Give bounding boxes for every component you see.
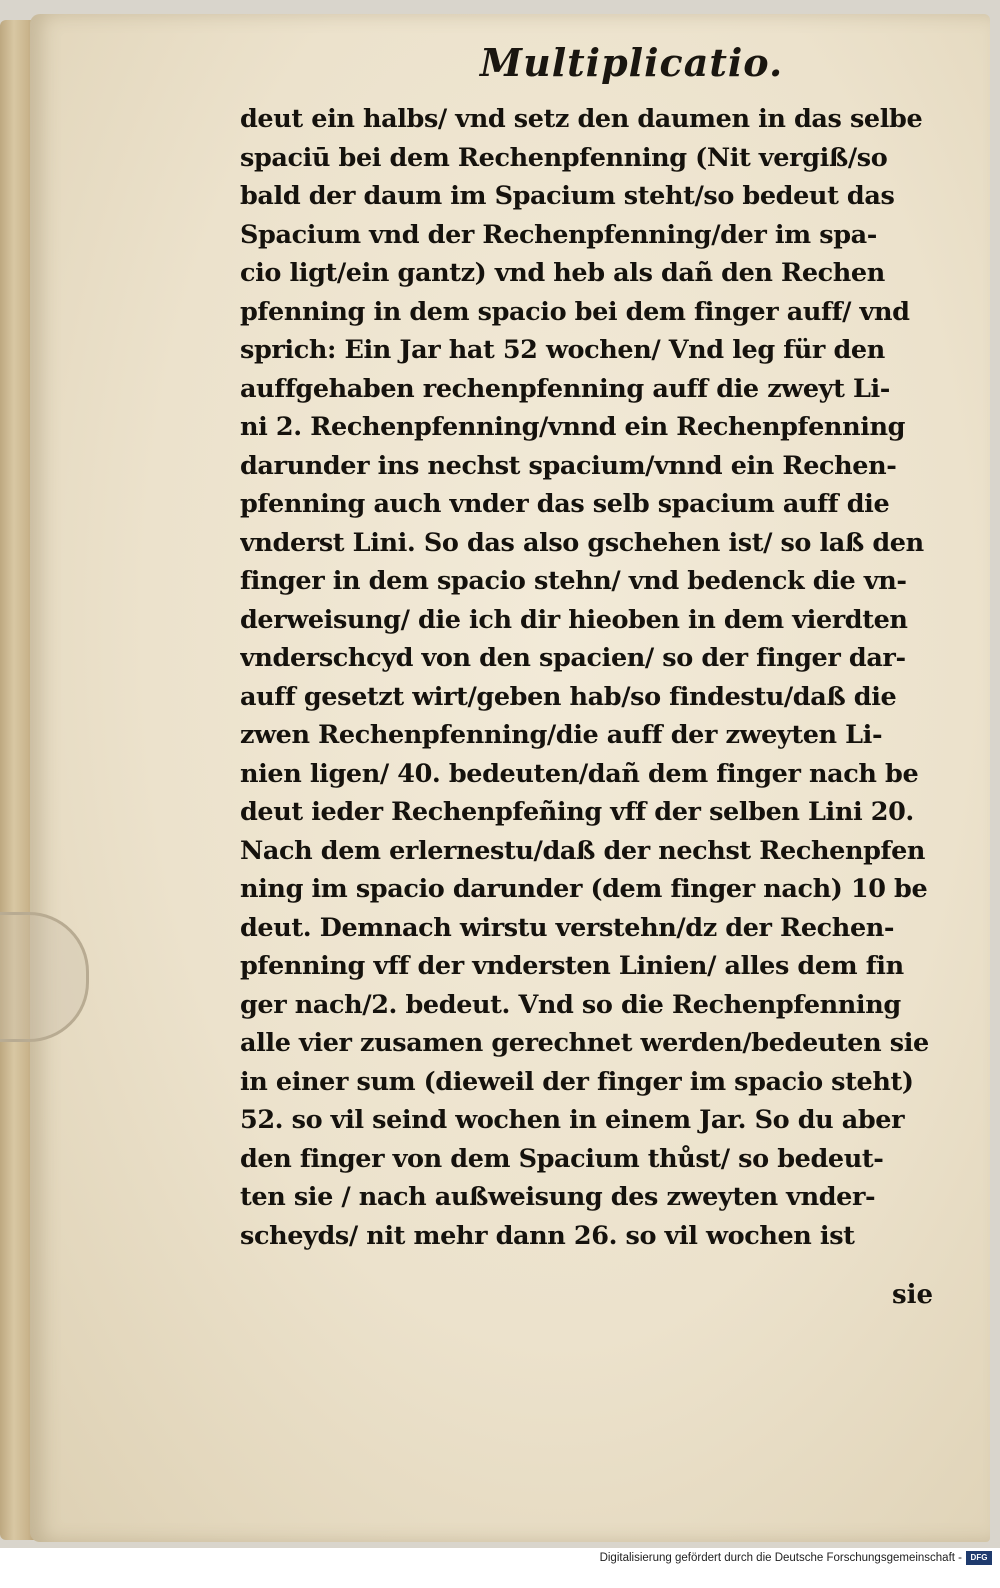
text-line: ning im spacio darunder (dem finger nach) 10 be [240, 874, 928, 904]
text-line: derweisung/ die ich dir hieoben in dem vierdten [240, 604, 908, 635]
dfg-logo[interactable]: DFG [966, 1551, 992, 1565]
text-line: zwen Rechenpfenning/die auff der zweyten Li- [240, 720, 883, 750]
text-line: in einer sum (dieweil der finger im spacio steht) [240, 1066, 914, 1097]
text-line: auffgehaben rechenpfenning auff die zweyt Li- [240, 373, 890, 404]
text-line: deut ieder Rechenpfeñing vff der selben Lini 20. [240, 797, 914, 827]
text-line: deut ein halbs/ vnd setz den daumen in das selbe [240, 104, 923, 134]
text-line: ger nach/2. bedeut. Vnd so die Rechenpfenning [240, 989, 901, 1020]
text-line: pfenning auch vnder das selb spacium auff die [240, 489, 890, 519]
text-line: finger in dem spacio stehn/ vnd bedenck die vn- [240, 566, 907, 596]
text-line: 52. so vil seind wochen in einem Jar. So du aber [240, 1105, 905, 1135]
text-line: pfenning in dem spacio bei dem finger auff/ vnd [240, 296, 910, 327]
text-line: darunder ins nechst spacium/vnnd ein Rechen- [240, 450, 897, 481]
text-line: alle vier zusamen gerechnet werden/bedeuten sie [240, 1028, 929, 1058]
text-line: scheyds/ nit mehr dann 26. so vil wochen ist [240, 1220, 855, 1251]
text-line: vnderst Lini. So das also gschehen ist/ so laß den [240, 527, 924, 558]
text-line: Spacium vnd der Rechenpfenning/der im spa- [240, 219, 877, 250]
text-line: sprich: Ein Jar hat 52 wochen/ Vnd leg für den [240, 335, 885, 365]
text-line: pfenning vff der vndersten Linien/ alles dem fin [240, 951, 904, 981]
text-line: vnderschcyd von den spacien/ so der finger dar- [240, 643, 906, 673]
text-line: deut. Demnach wirstu verstehn/dz der Rechen- [240, 912, 895, 943]
text-line: Nach dem erlernestu/daß der nechst Rechenpfen [240, 835, 926, 866]
text-line: spaciū bei dem Rechenpfenning (Nit vergiß/so [240, 142, 888, 173]
page-header: Multiplicatio. [480, 40, 784, 85]
digitization-credit: Digitalisierung gefördert durch die Deutsche Forschungsgemeinschaft - [599, 1552, 962, 1564]
text-line: cio ligt/ein gantz) vnd heb als dañ den Rechen [240, 258, 885, 288]
text-line: auff gesetzt wirt/geben hab/so findestu/daß die [240, 681, 897, 712]
text-line: den finger von dem Spacium thůst/ so bedeut- [240, 1143, 884, 1174]
text-line: ni 2. Rechenpfenning/vnnd ein Rechenpfenning [240, 412, 906, 442]
text-line: nien ligen/ 40. bedeuten/dañ dem finger nach be [240, 758, 919, 789]
catchword: sie [892, 1280, 934, 1310]
text-line: bald der daum im Spacium steht/so bedeut das [240, 181, 895, 211]
text-line: ten sie / nach außweisung des zweyten vnder- [240, 1182, 876, 1212]
text-block [240, 100, 952, 1255]
